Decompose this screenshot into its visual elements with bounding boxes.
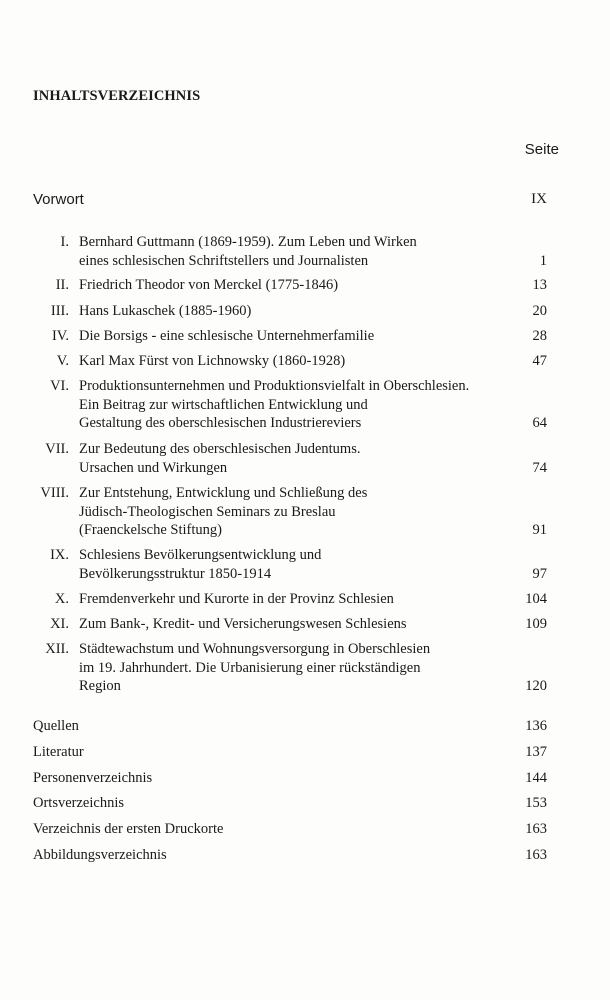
- back-matter-page: 163: [525, 821, 547, 837]
- back-matter-entry: [33, 770, 547, 787]
- chapter-number: I.: [60, 234, 69, 250]
- chapter-page: 74: [532, 459, 547, 476]
- chapter-number: II.: [55, 277, 69, 293]
- chapter-number: VII.: [45, 441, 69, 457]
- chapter-page: 47: [532, 353, 547, 369]
- chapter-page: 104: [525, 591, 547, 607]
- chapter-title: [79, 377, 509, 433]
- back-matter-entry: [33, 847, 547, 864]
- chapter-title: [79, 590, 509, 609]
- back-matter-label: Abbildungsverzeichnis: [33, 847, 167, 863]
- chapter-title-line: Städtewachstum und Wohnungsversorgung in Oberschlesien: [79, 641, 431, 657]
- back-matter-page: 136: [525, 718, 547, 734]
- chapter-page: 91: [532, 522, 547, 538]
- chapter-title: [79, 440, 509, 477]
- page-title: INHALTSVERZEICHNIS: [33, 88, 201, 104]
- back-matter-entry: [33, 744, 547, 761]
- chapter-number: X.: [54, 591, 69, 607]
- back-matter-page: 144: [525, 770, 547, 786]
- page-column-label: Seite: [524, 141, 559, 158]
- chapter-title: [79, 233, 509, 270]
- chapter-number: III.: [50, 303, 69, 319]
- chapter-title-line: Hans Lukaschek (1885-1960): [79, 303, 252, 319]
- back-matter-entry: [33, 821, 547, 838]
- chapter-number: IX.: [50, 547, 69, 563]
- chapter-page: 28: [532, 328, 547, 344]
- chapter-title: [79, 546, 509, 583]
- chapter-title-line: Zur Entstehung, Entwicklung und Schließung des: [79, 485, 368, 501]
- chapter-title-line: Karl Max Fürst von Lichnowsky (1860-1928): [79, 353, 346, 369]
- chapter-number: VI.: [50, 378, 69, 394]
- chapter-title-line: Jüdisch-Theologischen Seminars zu Breslau: [79, 503, 336, 520]
- back-matter-page: 163: [525, 847, 547, 863]
- chapter-title-line: (Fraenckelsche Stiftung): [79, 522, 222, 538]
- chapter-title: [79, 640, 509, 696]
- chapter-number: XI.: [50, 616, 69, 632]
- chapter-title-line: im 19. Jahrhundert. Die Urbanisierung einer rückständigen: [79, 659, 421, 676]
- toc-entry-vorwort: [33, 191, 547, 208]
- chapter-title-line: Ursachen und Wirkungen: [79, 459, 228, 476]
- back-matter-page: 137: [525, 744, 547, 760]
- chapter-title-line: Produktionsunternehmen und Produktionsvielfalt in Oberschlesien.: [79, 378, 470, 394]
- chapter-page: 20: [532, 303, 547, 319]
- chapter-title: [79, 484, 509, 540]
- chapter-title: [79, 352, 509, 371]
- chapter-number: IV.: [51, 328, 69, 344]
- chapter-page: 109: [525, 616, 547, 632]
- chapter-title-line: Fremdenverkehr und Kurorte in der Provinz Schlesien: [79, 591, 394, 607]
- chapter-title-line: Die Borsigs - eine schlesische Unternehmerfamilie: [79, 328, 375, 344]
- chapter-title: [79, 615, 509, 634]
- chapter-page: 13: [532, 277, 547, 293]
- chapter-title-line: Zum Bank-, Kredit- und Versicherungswesen Schlesiens: [79, 616, 407, 632]
- back-matter-label: Literatur: [33, 744, 84, 760]
- chapter-title-line: Bevölkerungsstruktur 1850-1914: [79, 565, 272, 582]
- toc-entry-page: IX: [531, 191, 547, 207]
- chapter-page: 97: [532, 565, 547, 582]
- chapter-title: [79, 276, 509, 295]
- chapter-title-line: Gestaltung des oberschlesischen Industriereviers: [79, 415, 362, 431]
- chapter-title-line: Ein Beitrag zur wirtschaftlichen Entwicklung und: [79, 396, 368, 413]
- chapter-title-line: Region: [79, 678, 121, 694]
- back-matter-label: Personenverzeichnis: [33, 770, 153, 786]
- chapter-page: 64: [532, 415, 547, 431]
- back-matter-label: Ortsverzeichnis: [33, 795, 124, 811]
- chapter-number: VIII.: [40, 485, 69, 501]
- back-matter-label: Quellen: [33, 718, 79, 734]
- chapter-title: [79, 327, 509, 346]
- back-matter-label: Verzeichnis der ersten Druckorte: [33, 821, 224, 837]
- chapter-page: 1: [539, 252, 547, 269]
- chapter-title-line: Zur Bedeutung des oberschlesischen Judentums.: [79, 441, 361, 457]
- chapter-title-line: Schlesiens Bevölkerungsentwicklung und: [79, 547, 322, 563]
- toc-entry-label: Vorwort: [33, 191, 84, 208]
- chapter-page: 120: [525, 678, 547, 694]
- chapter-number: V.: [56, 353, 69, 369]
- back-matter-entry: [33, 795, 547, 812]
- back-matter-page: 153: [525, 795, 547, 811]
- chapter-title-line: Bernhard Guttmann (1869-1959). Zum Leben und Wirken: [79, 234, 417, 250]
- chapter-title-line: eines schlesischen Schriftstellers und Journalisten: [79, 252, 369, 269]
- chapter-title-line: Friedrich Theodor von Merckel (1775-1846): [79, 277, 339, 293]
- back-matter-entry: [33, 718, 547, 735]
- chapter-title: [79, 302, 509, 321]
- chapter-number: XII.: [45, 641, 69, 657]
